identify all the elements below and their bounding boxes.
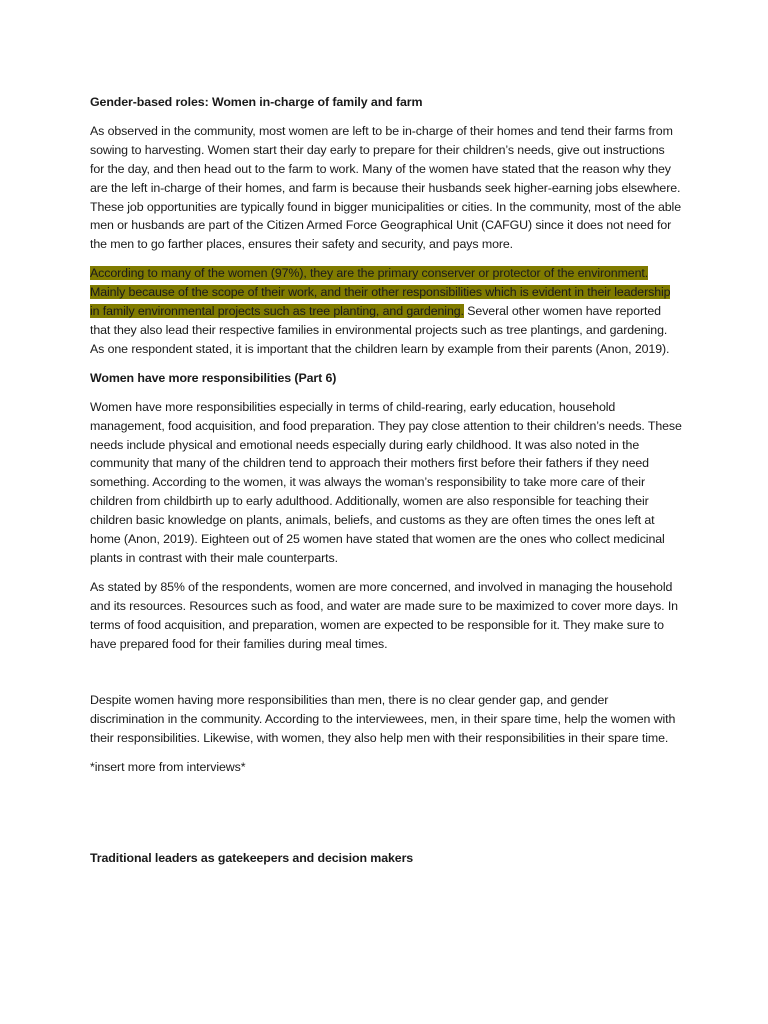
blank-line xyxy=(90,663,682,691)
paragraph-environment xyxy=(90,264,682,359)
paragraph-environment-rest: Several other women have reported that they also lead their respective families in environmental projects such as tree plantings, and gardening. As one respondent stated, it is important that the children learn by example from their parents (Anon, 2019). xyxy=(90,304,670,356)
paragraph-insert-note: *insert more from interviews* xyxy=(90,760,246,775)
paragraph-women-in-charge: As observed in the community, most women are left to be in-charge of their homes and tend their farms from sowing to harvesting. Women start their day early to prepare for their children’s needs, give out instructions for the day, and then head out to the farm to work. Many of the women have stated that the reason why they are the left in-charge of their homes, and farm is because their husbands seek higher-earning jobs elsewhere. These job opportunities are typically found in bigger municipalities or cities. In the community, most of the able men or husbands are part of the Citizen Armed Force Geographical Unit (CAFGU) since it does not need for the men to go farther places, ensures their safety and security, and pays more. xyxy=(90,123,681,252)
paragraph-gender-gap: Despite women having more responsibilities than men, there is no clear gender gap, and gender discrimination in the community. According to the interviewees, men, in their spare time, help the women with their responsibilities. Likewise, with women, they also help men with their responsibilities in their spare time. xyxy=(90,693,676,746)
paragraph-household-management: As stated by 85% of the respondents, women are more concerned, and involved in managing the household and its resources. Resources such as food, and water are made sure to be maximized to cover more days. In terms of food acquisition, and preparation, women are expected to be responsible for it. They make sure to have prepared food for their families during meal times. xyxy=(90,579,678,651)
blank-lines xyxy=(90,787,682,849)
paragraph-child-rearing: Women have more responsibilities especially in terms of child-rearing, early education, household management, food acquisition, and food preparation. They pay close attention to their children’s needs. These needs include physical and emotional needs especially during early childhood. It was also noted in the community that many of the children tend to approach their mothers first before their fathers if they need something. According to the women, it was always the woman’s responsibility to take more care of their children from childbirth up to early adulthood. Additionally, women are also responsible for teaching their children basic knowledge on plants, animals, beliefs, and customs as they are often times the ones left at home (Anon, 2019). Eighteen out of 25 women have stated that women are the ones who collect medicinal plants in contrast with their male counterparts. xyxy=(90,399,682,565)
section-heading-responsibilities: Women have more responsibilities (Part 6) xyxy=(90,370,337,385)
section-heading-traditional-leaders: Traditional leaders as gatekeepers and decision makers xyxy=(90,851,414,866)
highlighted-text: According to many of the women (97%), they are the primary conserver or protector of the environment. Mainly because of the scope of their work, and their other responsibilities which is evident in their leadership in family environmental projects such as tree planting, and gardening. xyxy=(90,266,671,319)
document-page xyxy=(90,93,682,878)
section-heading-gender-roles: Gender-based roles: Women in-charge of family and farm xyxy=(90,95,423,109)
